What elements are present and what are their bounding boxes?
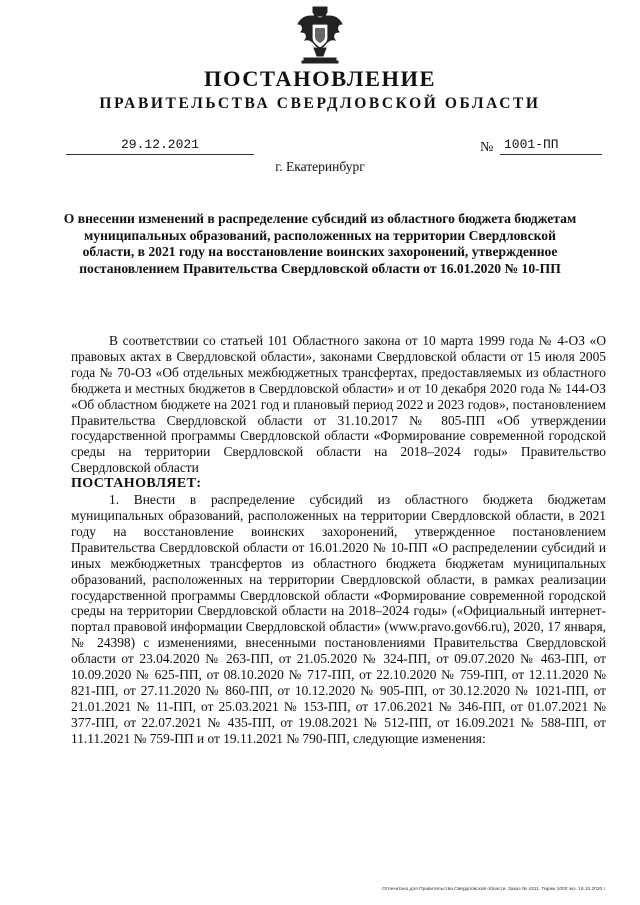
item-1-paragraph: 1. Внести в распределение субсидий из областного бюджета бюджетам муниципальных образований, расположенных на территории Свердловской области, в 2021 году на восстановление воинских захоронений, утвержденное постановлением Правительства Свердловской области от 16.01.2020 № 10-ПП «О распределении субсидий и иных межбюджетных трансфертов из областного бюджета бюджетам муниципальных образований, расположенных на территории Свердловской области, в рамках реализации государственной программы Свердловской области «Формирование современной городской среды на территории Свердловской области на 2018–2024 годы» («Официальный интернет-портал правовой информации Свердловской области» (www.pravo.gov66.ru), 2020, 17 января, № 24398) с изменениями, внесенными постановлениями Правительства Свердловской области от 23.04.2020 № 263-ПП, от 21.05.2020 № 324-ПП, от 09.07.2020 № 463-ПП, от 10.09.2020 № 625-ПП, от 08.10.2020 № 717-ПП, от 22.10.2020 № 759-ПП, от 12.11.2020 № 821-ПП, от 27.11.2020 № 860-ПП, от 10.12.2020 № 905-ПП, от 30.12.2020 № 1021-ПП, от 21.01.2021 № 11-ПП, от 25.03.2021 № 153-ПП, от 17.06.2021 № 346-ПП, от 01.07.2021 № 377-ПП, от 22.07.2021 № 435-ПП, от 19.08.2021 № 512-ПП, от 16.09.2021 № 588-ПП, от 11.11.2021 № 759-ПП и от 19.11.2021 № 790-ПП, следующие изменения:	[71, 492, 606, 746]
print-footer: Отпечатано для Правительства Свердловской области. Заказ № 4311. Тираж 1000 экз. 16.10.2020 г.	[382, 887, 606, 892]
intro-paragraph: В соответствии со статьей 101 Областного закона от 10 марта 1999 года № 4-ОЗ «О правовых актах в Свердловской области», законами Свердловской области от 15 июля 2005 года № 70-ОЗ «Об отдельных межбюджетных трансфертах, предоставляемых из областного бюджета и местных бюджетов в Свердловской области» и от 10 декабря 2020 года № 144-ОЗ «Об областном бюджете на 2021 год и плановый период 2022 и 2023 годов», постановлением Правительства Свердловской области от 31.10.2017 № 805-ПП «Об утверждении государственной программы Свердловской области «Формирование современной городской среды на территории Свердловской области на 2018–2024 годы» Правительство Свердловской области	[71, 333, 606, 476]
document-heading: О внесении изменений в распределение субсидий из областного бюджета бюджетам муниципальных образований, расположенных на территории Свердловской области, в 2021 году на восстановление воинских захоронений, утвержденное постановлением Правительства Свердловской области от 16.01.2020 № 10-ПП	[63, 211, 577, 276]
city: г. Екатеринбург	[275, 159, 365, 174]
document-date: 29.12.2021	[66, 137, 254, 155]
issuing-authority: ПРАВИТЕЛЬСТВА СВЕРДЛОВСКОЙ ОБЛАСТИ	[99, 95, 541, 112]
document-number: 1001-ПП	[500, 137, 602, 155]
number-sign: №	[480, 140, 494, 155]
decree-keyword: ПОСТАНОВЛЯЕТ:	[71, 476, 202, 492]
document-body	[71, 333, 606, 747]
document-title: ПОСТАНОВЛЕНИЕ	[203, 66, 437, 91]
coat-of-arms-icon	[296, 6, 344, 64]
